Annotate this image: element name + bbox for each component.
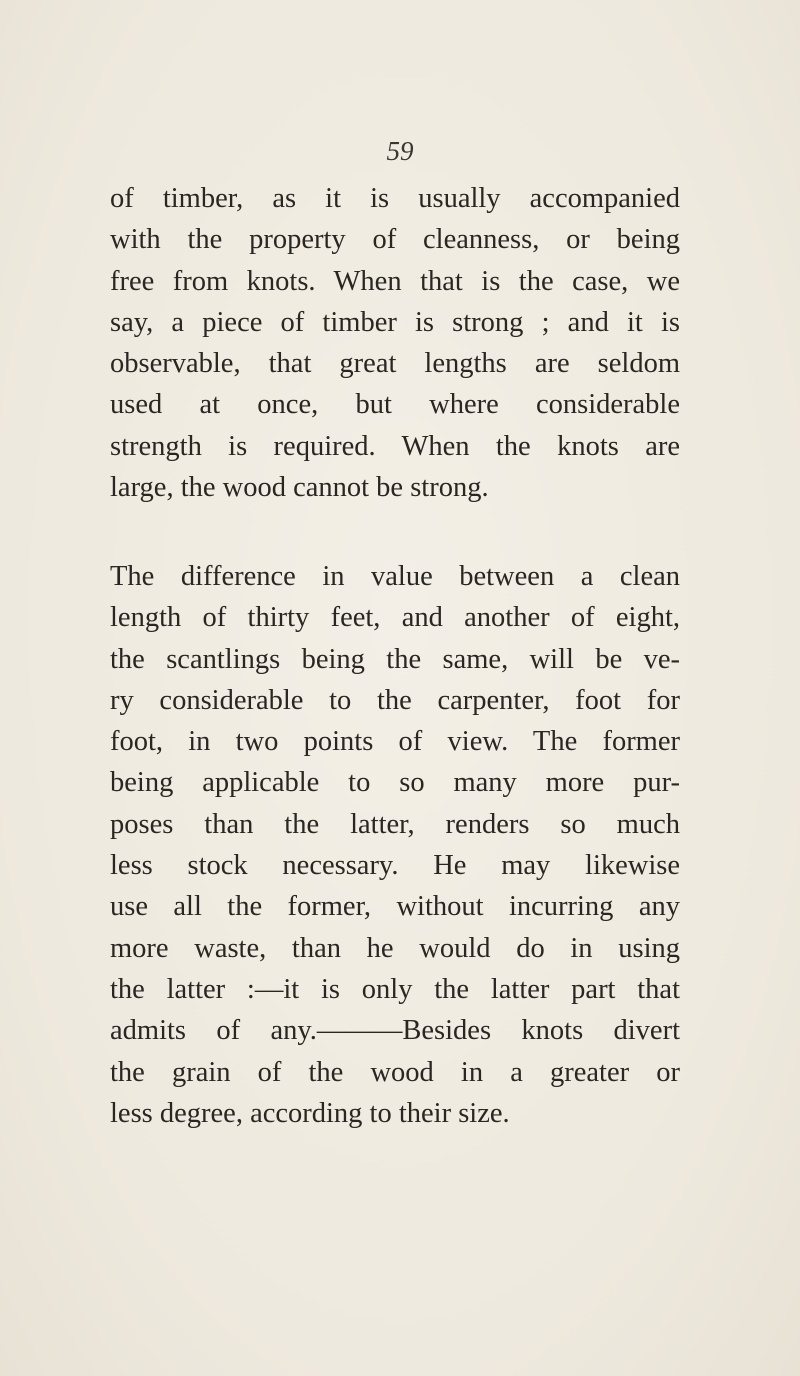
- text-line: length of thirty feet, and another of eight,: [110, 602, 680, 634]
- paragraph-1: [110, 178, 680, 508]
- text-line: being applicable to so many more pur-: [110, 767, 680, 799]
- text-line: free from knots. When that is the case, we: [110, 265, 680, 297]
- text-line: large, the wood cannot be strong.: [110, 472, 489, 504]
- text-line: the scantlings being the same, will be ve-: [110, 643, 680, 675]
- text-line: observable, that great lengths are seldom: [110, 348, 680, 380]
- text-line: more waste, than he would do in using: [110, 932, 680, 964]
- text-line: with the property of cleanness, or being: [110, 224, 680, 256]
- text-line: less stock necessary. He may likewise: [110, 850, 680, 882]
- text-line: the grain of the wood in a greater or: [110, 1056, 680, 1088]
- text-line: admits of any.———Besides knots divert: [110, 1015, 680, 1047]
- text-line: foot, in two points of view. The former: [110, 726, 680, 758]
- text-line: of timber, as it is usually accompanied: [110, 183, 680, 214]
- text-line: The difference in value between a clean: [110, 561, 680, 592]
- page-number: 59: [386, 136, 414, 166]
- text-line: ry considerable to the carpenter, foot for: [110, 684, 680, 716]
- paragraph-2: [110, 556, 680, 1134]
- text-line: say, a piece of timber is strong ; and it is: [110, 306, 680, 338]
- text-line: used at once, but where considerable: [110, 389, 680, 421]
- text-line: use all the former, without incurring any: [110, 891, 680, 923]
- text-line: the latter :—it is only the latter part that: [110, 973, 680, 1005]
- text-line: strength is required. When the knots are: [110, 430, 680, 462]
- text-line: less degree, according to their size.: [110, 1097, 510, 1129]
- text-line: poses than the latter, renders so much: [110, 808, 680, 840]
